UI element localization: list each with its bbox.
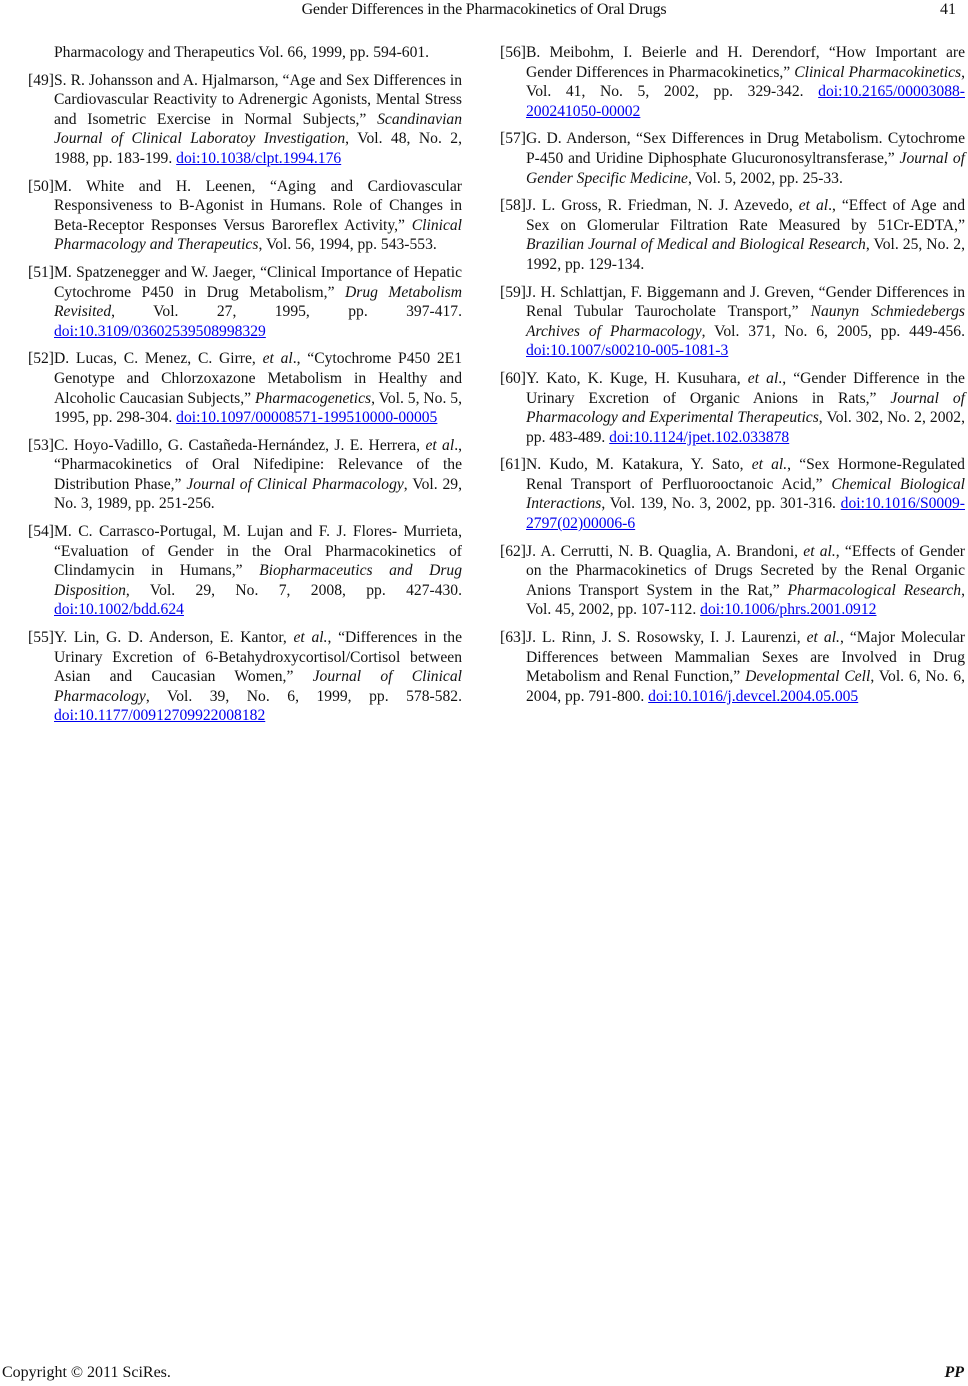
doi-link[interactable]: doi:10.1177/00912709922008182 [54, 707, 266, 725]
reference-text: Y. Lin, G. D. Anderson, E. Kantor, [54, 629, 294, 647]
doi-link[interactable]: doi:10.3109/03602539508998329 [54, 322, 266, 340]
reference-entry [500, 369, 965, 447]
doi-link[interactable]: doi:10.1016/j.devcel.2004.05.005 [648, 687, 859, 705]
reference-text: S. R. Johansson and A. Hjalmarson, “Age and Sex Differences in Cardiovascular Reactivity to Adrenergic Agonists, Mental Stress and Isometric Exercise in Normal Subjects,” [54, 71, 462, 128]
reference-entry [500, 542, 965, 620]
reference-text: J. A. Cerrutti, N. B. Quaglia, A. Brandoni, [526, 542, 804, 560]
reference-source-title: Clinical Pharmacokinetics [794, 63, 962, 81]
doi-link[interactable]: doi:10.1002/bdd.624 [54, 601, 184, 619]
reference-entry [28, 628, 462, 726]
reference-text: D. Lucas, C. Menez, C. Girre, [54, 350, 263, 368]
reference-text: ., “Pharmacokinetics of Oral Nifedipine: Relevance of the Distribution Phase,” [54, 436, 462, 493]
reference-number: [57] [500, 130, 526, 148]
reference-text: B. Meibohm, I. Beierle and H. Derendorf, “How Important are Gender Differences in Pharmacokinetics,” [526, 44, 965, 81]
reference-text: M. Spatzenegger and W. Jaeger, “Clinical Importance of Hepatic Cytochrome P450 in Drug Metabolism,” [54, 263, 462, 301]
reference-number: [56] [500, 44, 526, 61]
reference-text: , Vol. 302, No. 2, 2002, pp. 483-489. [526, 409, 965, 446]
reference-source-title: et al. [293, 629, 328, 647]
reference-text: J. H. Schlattjan, F. Biggemann and J. Greven, “Gender Differences in Renal Tubular Taurocholate Transport,” [526, 283, 965, 321]
running-title: Gender Differences in the Pharmacokinetics of Oral Drugs [301, 1, 667, 18]
reference-text: , Vol. 6, No. 6, 2004, pp. 791-800. [526, 668, 965, 705]
reference-source-title: Pharmacogenetics [255, 389, 372, 407]
reference-entry [500, 129, 965, 188]
reference-number: [51] [28, 263, 54, 281]
reference-number: [49] [28, 71, 54, 89]
reference-number: [59] [500, 283, 526, 301]
reference-text: Pharmacology and Therapeutics Vol. 66, 1999, pp. 594-601. [54, 44, 430, 61]
reference-source-title: et al. [751, 456, 788, 474]
reference-source-title: et al [262, 350, 293, 368]
reference-text: ., “Gender Difference in the Urinary Excretion of Organic Anions in Rats,” [526, 369, 965, 407]
running-header [0, 0, 968, 22]
reference-text: , “Differences in the Urinary Excretion of 6-Betahydroxycortisol/Cortisol between Asian and Caucasian Women,” [54, 629, 463, 686]
reference-source-title: Biopharmaceutics and Drug Disposition [54, 562, 462, 599]
reference-text: J. L. Rinn, J. S. Rosowsky, I. J. Laurenzi, [526, 629, 807, 647]
reference-source-title: Clinical Pharmacology and Therapeutics [54, 216, 462, 254]
reference-text: , Vol. 27, 1995, pp. 397-417. [111, 303, 462, 321]
reference-entry [500, 196, 965, 274]
reference-source-title: Pharmacological Research [787, 581, 962, 599]
reference-entry [28, 263, 462, 341]
reference-source-title: Brazilian Journal of Medical and Biological Research [526, 236, 866, 254]
reference-number: [61] [500, 456, 526, 474]
reference-text: G. D. Anderson, “Sex Differences in Drug Metabolism. Cytochrome P-450 and Uridine Diphosphate Glucuronosyltransferase,” [526, 130, 965, 167]
reference-source-title: Journal of Clinical Pharmacology [186, 475, 404, 493]
reference-text: , Vol. 5, No. 5, 1995, pp. 298-304. [54, 389, 462, 427]
reference-number: [52] [28, 350, 54, 368]
reference-continuation [28, 43, 462, 63]
reference-text: , Vol. 56, 1994, pp. 543-553. [258, 236, 437, 254]
reference-text: ., “Effect of Age and Sex on Glomerular Filtration Rate Measured by 51Cr-EDTA,” [526, 197, 965, 234]
reference-text: C. Hoyo-Vadillo, G. Castañeda-Hernández, J. E. Herrera, [54, 436, 426, 454]
reference-text: , Vol. 29, No. 3, 1989, pp. 251-256. [54, 475, 462, 513]
reference-number: [62] [500, 542, 526, 560]
reference-entry [28, 177, 462, 255]
reference-entry [500, 43, 965, 121]
reference-source-title: Naunyn Schmiedebergs Archives of Pharmacology [526, 303, 965, 340]
reference-text: N. Kudo, M. Katakura, Y. Sato, [526, 456, 752, 474]
reference-text: , Vol. 48, No. 2, 1988, pp. 183-199. [54, 130, 462, 167]
reference-text: , “Sex Hormone-Regulated Renal Transport of Perfluorooctanoic Acid,” [526, 456, 965, 493]
reference-text: , Vol. 25, No. 2, 1992, pp. 129-134. [526, 236, 966, 273]
reference-source-title: et al [747, 369, 779, 387]
reference-source-title: Chemical Biological Interactions [526, 475, 965, 513]
references-left-column [28, 43, 462, 734]
reference-text: Y. Kato, K. Kuge, H. Kusuhara, [526, 369, 748, 387]
reference-number: [54] [28, 523, 54, 541]
reference-source-title: Scandinavian Journal of Clinical Laboratoy Investigation [54, 110, 462, 148]
reference-text: , Vol. 45, 2002, pp. 107-112. [526, 581, 966, 619]
reference-text: , “Effects of Gender on the Pharmacokinetics of Drugs Secreted by the Renal Organic Anions Transport System in the Rat,” [526, 542, 965, 599]
reference-text: , “Major Molecular Differences between Mammalian Sexes are Involved in Drug Metabolism and Renal Function,” [526, 629, 965, 686]
references-right-column [500, 43, 965, 714]
journal-abbreviation: PP [944, 1364, 964, 1381]
reference-entry [500, 628, 965, 706]
reference-entry [28, 522, 462, 620]
reference-entry [500, 455, 965, 533]
reference-source-title: et al [798, 197, 829, 215]
reference-text: , Vol. 371, No. 6, 2005, pp. 449-456. [701, 322, 966, 340]
reference-number: [63] [500, 629, 526, 647]
reference-source-title: Drug Metabolism Revisited [54, 283, 463, 321]
reference-source-title: Journal of Pharmacology and Experimental Therapeutics [526, 389, 965, 427]
reference-entry [28, 349, 462, 427]
reference-number: [60] [500, 369, 526, 387]
reference-number: [53] [28, 436, 54, 454]
reference-number: [55] [28, 629, 54, 647]
copyright-notice: Copyright © 2011 SciRes. [2, 1364, 171, 1381]
reference-entry [500, 283, 965, 361]
reference-entry [28, 436, 462, 514]
reference-text: M. White and H. Leenen, “Aging and Cardiovascular Responsiveness to Β-Agonist in Humans. Role of Changes in Beta-Receptor Responses Versus Baroreflex Activity,” [54, 177, 462, 234]
reference-source-title: Journal of Gender Specific Medicine [526, 149, 965, 187]
reference-source-title: et al [425, 436, 455, 454]
doi-link[interactable]: doi:10.2165/00003088-200241050-00002 [526, 83, 965, 120]
reference-text: M. C. Carrasco-Portugal, M. Lujan and F. J. Flores- Murrieta, “Evaluation of Gender in the Oral Pharmacokinetics of Clindamycin in Humans,” [54, 523, 462, 580]
reference-text: , Vol. 139, No. 3, 2002, pp. 301-316. [601, 495, 841, 513]
reference-source-title: Journal of Clinical Pharmacology [54, 668, 462, 705]
reference-text: J. L. Gross, R. Friedman, N. J. Azevedo, [526, 197, 799, 215]
reference-source-title: Developmental Cell [745, 668, 871, 686]
page-number: 41 [940, 1, 956, 18]
reference-text: , Vol. 41, No. 5, 2002, pp. 329-342. [526, 63, 965, 101]
reference-text: , Vol. 39, No. 6, 1999, pp. 578-582. [145, 687, 462, 705]
doi-link[interactable]: doi:10.1097/00008571-199510000-00005 [176, 409, 438, 427]
reference-number: [50] [28, 177, 54, 195]
doi-link[interactable]: doi:10.1006/phrs.2001.0912 [700, 601, 877, 619]
doi-link[interactable]: doi:10.1016/S0009-2797(02)00006-6 [526, 495, 965, 533]
reference-number: [58] [500, 197, 526, 215]
doi-link[interactable]: doi:10.1124/jpet.102.033878 [609, 428, 790, 446]
doi-link[interactable]: doi:10.1007/s00210-005-1081-3 [526, 342, 729, 360]
reference-text: ., “Cytochrome P450 2E1 Genotype and Chlorzoxazone Metabolism in Healthy and Alcoholic Caucasian Subjects,” [54, 350, 462, 407]
reference-source-title: et al. [803, 542, 836, 560]
doi-link[interactable]: doi:10.1038/clpt.1994.176 [176, 149, 342, 167]
reference-text: , Vol. 29, No. 7, 2008, pp. 427-430. [125, 581, 462, 599]
reference-text: , Vol. 5, 2002, pp. 25-33. [687, 169, 843, 187]
reference-source-title: et al. [806, 629, 840, 647]
reference-entry [28, 71, 462, 169]
